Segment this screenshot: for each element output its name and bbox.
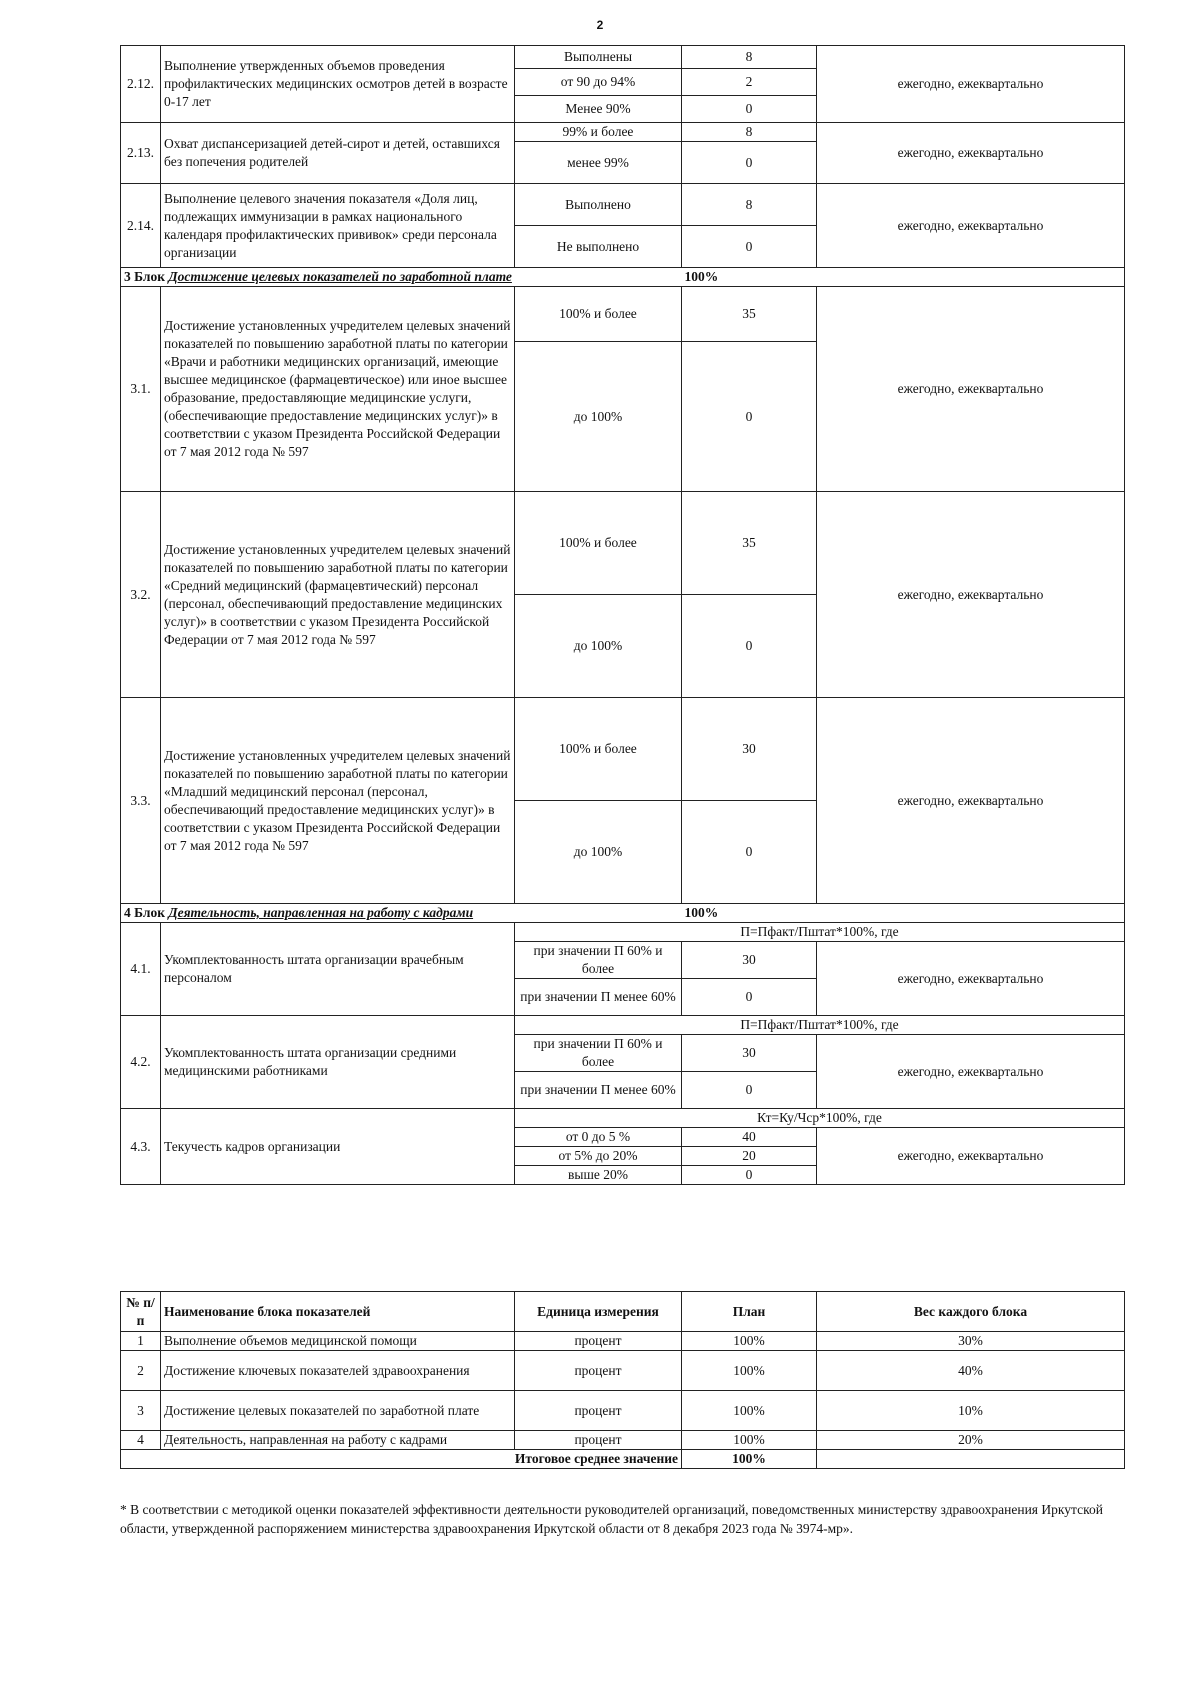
block-name: Деятельность, направленная на работу с кадрами [161, 1431, 515, 1450]
criterion: Выполнено [515, 184, 682, 226]
indicator-text: Достижение установленных учредителем целевых значений показателей по повышению заработной платы по категории «Младший медицинский персонал (персонал, обеспечивающий предоставление медицинских услуг)» в соответствии с указом Президента Российской Федерации от 7 мая 2012 года № 597 [161, 698, 515, 904]
row-number: 3 [121, 1391, 161, 1431]
indicator-text: Охват диспансеризацией детей-сирот и детей, оставшихся без попечения родителей [161, 123, 515, 184]
score: 35 [682, 287, 817, 342]
period: ежегодно, ежеквартально [817, 1128, 1125, 1185]
block-name: Достижение целевых показателей по заработной плате [161, 1391, 515, 1431]
indicator-text: Текучесть кадров организации [161, 1109, 515, 1185]
row-number: 3.3. [121, 698, 161, 904]
table-row [121, 492, 1125, 595]
total-label: Итоговое среднее значение [121, 1450, 682, 1469]
block-title [121, 268, 682, 287]
table-row [121, 1351, 1125, 1391]
block-value: 100% [682, 268, 1125, 287]
score: 0 [682, 1072, 817, 1109]
criterion: до 100% [515, 801, 682, 904]
period: ежегодно, ежеквартально [817, 184, 1125, 268]
criterion: при значении П 60% и более [515, 1035, 682, 1072]
row-number: 3.1. [121, 287, 161, 492]
score: 0 [682, 595, 817, 698]
header-name: Наименование блока показателей [161, 1292, 515, 1332]
table-row [121, 698, 1125, 801]
criterion: Выполнены [515, 46, 682, 69]
row-number: 4.1. [121, 923, 161, 1016]
criterion: от 90 до 94% [515, 69, 682, 96]
period: ежегодно, ежеквартально [817, 46, 1125, 123]
criterion: 100% и более [515, 287, 682, 342]
period: ежегодно, ежеквартально [817, 123, 1125, 184]
criterion: от 0 до 5 % [515, 1128, 682, 1147]
indicator-text: Укомплектованность штата организации врачебным персоналом [161, 923, 515, 1016]
unit: процент [515, 1332, 682, 1351]
block-title [121, 904, 682, 923]
score: 30 [682, 698, 817, 801]
score: 30 [682, 1035, 817, 1072]
row-number: 3.2. [121, 492, 161, 698]
total-empty-cell [817, 1450, 1125, 1469]
weight: 10% [817, 1391, 1125, 1431]
score: 8 [682, 46, 817, 69]
row-number: 4.2. [121, 1016, 161, 1109]
indicator-text: Достижение установленных учредителем целевых значений показателей по повышению заработной платы по категории «Средний медицинский (фармацевтический) персонал (персонал, обеспечивающий предоставление медицинских услуг)» в соответствии с указом Президента Российской Федерации от 7 мая 2012 года № 597 [161, 492, 515, 698]
criterion: менее 99% [515, 142, 682, 184]
weight: 40% [817, 1351, 1125, 1391]
indicator-text: Выполнение целевого значения показателя «Доля лиц, подлежащих иммунизации в рамках национального календаря профилактических прививок» среди персонала организации [161, 184, 515, 268]
formula: П=Пфакт/Пштат*100%, где [515, 923, 1125, 942]
table-row [121, 1332, 1125, 1351]
plan: 100% [682, 1332, 817, 1351]
score: 2 [682, 69, 817, 96]
criterion: от 5% до 20% [515, 1147, 682, 1166]
unit: процент [515, 1351, 682, 1391]
block-header-row [121, 268, 1125, 287]
header-unit: Единица измерения [515, 1292, 682, 1332]
score: 0 [682, 1166, 817, 1185]
table-row [121, 287, 1125, 342]
criterion: 99% и более [515, 123, 682, 142]
score: 0 [682, 142, 817, 184]
block-name: Достижение ключевых показателей здравоохранения [161, 1351, 515, 1391]
criterion: при значении П 60% и более [515, 942, 682, 979]
period: ежегодно, ежеквартально [817, 942, 1125, 1016]
weight: 20% [817, 1431, 1125, 1450]
row-number: 2.13. [121, 123, 161, 184]
indicator-text: Укомплектованность штата организации средними медицинскими работниками [161, 1016, 515, 1109]
table-row [121, 923, 1125, 942]
score: 8 [682, 184, 817, 226]
criterion: при значении П менее 60% [515, 979, 682, 1016]
block-name: Деятельность, направленная на работу с кадрами [168, 905, 474, 920]
table-row [121, 46, 1125, 69]
score: 35 [682, 492, 817, 595]
weight: 30% [817, 1332, 1125, 1351]
criterion: до 100% [515, 342, 682, 492]
block-label: 3 Блок [124, 269, 165, 284]
row-number: 2.12. [121, 46, 161, 123]
block-header-row [121, 904, 1125, 923]
table-row [121, 1016, 1125, 1035]
period: ежегодно, ежеквартально [817, 492, 1125, 698]
score: 0 [682, 226, 817, 268]
footnote: * В соответствии с методикой оценки показателей эффективности деятельности руководителей организаций, поведомственных министерству здравоохранения Иркутской области, утвержденной распоряжением министерства здравоохранения Иркутской области от 8 декабря 2023 года № 3974-мр». [120, 1502, 1103, 1536]
criterion: при значении П менее 60% [515, 1072, 682, 1109]
header-plan: План [682, 1292, 817, 1332]
indicator-text: Достижение установленных учредителем целевых значений показателей по повышению заработной платы по категории «Врачи и работники медицинских организаций, имеющие высшее медицинское (фармацевтическое) или иное высшее образование, предоставляющие медицинские услуги, (обеспечивающие предоставление медицинских услуг)» в соответствии с указом Президента Российской Федерации от 7 мая 2012 года № 597 [161, 287, 515, 492]
table-row [121, 1431, 1125, 1450]
row-number: 4 [121, 1431, 161, 1450]
block-label: 4 Блок [124, 905, 165, 920]
criterion: до 100% [515, 595, 682, 698]
score: 0 [682, 979, 817, 1016]
period: ежегодно, ежеквартально [817, 698, 1125, 904]
plan: 100% [682, 1351, 817, 1391]
criterion: Менее 90% [515, 96, 682, 123]
table-row [121, 184, 1125, 226]
score: 0 [682, 342, 817, 492]
header-num: № п/п [121, 1292, 161, 1332]
criterion: выше 20% [515, 1166, 682, 1185]
unit: процент [515, 1391, 682, 1431]
score: 40 [682, 1128, 817, 1147]
row-number: 4.3. [121, 1109, 161, 1185]
score: 20 [682, 1147, 817, 1166]
period: ежегодно, ежеквартально [817, 287, 1125, 492]
total-value: 100% [682, 1450, 817, 1469]
block-name: Достижение целевых показателей по заработной плате [168, 269, 512, 284]
row-number: 2 [121, 1351, 161, 1391]
indicator-text: Выполнение утвержденных объемов проведения профилактических медицинских осмотров детей в возрасте 0-17 лет [161, 46, 515, 123]
page-number: 2 [596, 18, 604, 32]
indicators-table [120, 45, 1125, 1185]
row-number: 2.14. [121, 184, 161, 268]
table-row [121, 1109, 1125, 1128]
total-row [121, 1450, 1125, 1469]
score: 0 [682, 801, 817, 904]
plan: 100% [682, 1391, 817, 1431]
table-row [121, 123, 1125, 142]
plan: 100% [682, 1431, 817, 1450]
block-value: 100% [682, 904, 1125, 923]
formula: П=Пфакт/Пштат*100%, где [515, 1016, 1125, 1035]
score: 0 [682, 96, 817, 123]
summary-header-row [121, 1292, 1125, 1332]
table-row [121, 1391, 1125, 1431]
block-name: Выполнение объемов медицинской помощи [161, 1332, 515, 1351]
header-weight: Вес каждого блока [817, 1292, 1125, 1332]
summary-table [120, 1291, 1125, 1469]
period: ежегодно, ежеквартально [817, 1035, 1125, 1109]
row-number: 1 [121, 1332, 161, 1351]
formula: Кт=Ку/Чср*100%, где [515, 1109, 1125, 1128]
criterion: Не выполнено [515, 226, 682, 268]
criterion: 100% и более [515, 492, 682, 595]
criterion: 100% и более [515, 698, 682, 801]
score: 8 [682, 123, 817, 142]
unit: процент [515, 1431, 682, 1450]
score: 30 [682, 942, 817, 979]
